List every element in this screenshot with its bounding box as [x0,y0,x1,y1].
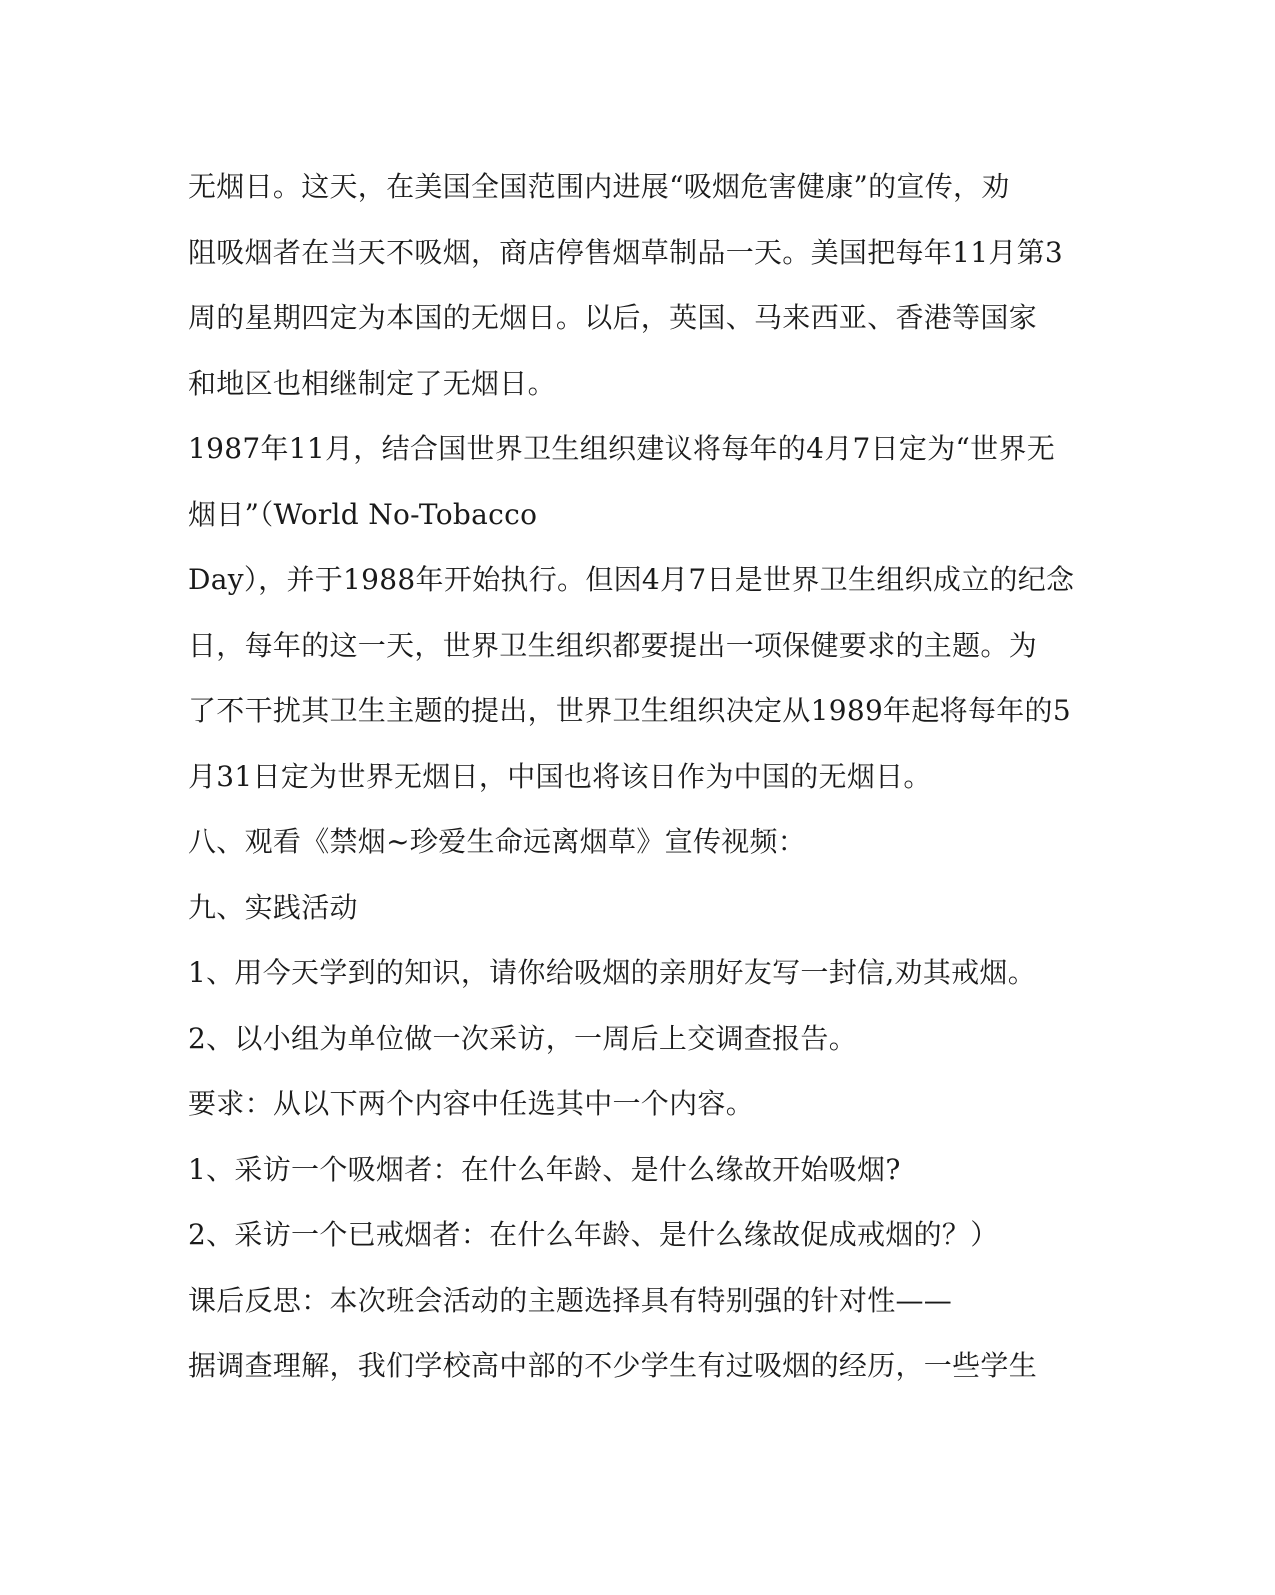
text-line: 要求：从以下两个内容中任选其中一个内容。 [188,1087,755,1120]
text-line: 课后反思：本次班会活动的主题选择具有特别强的针对性—— [188,1283,953,1317]
section-heading: 八、观看《禁烟~珍爱生命远离烟草》宣传视频： [188,825,807,858]
text-line: 了不干扰其卫生主题的提出，世界卫生组织决定从1989年起将每年的5 [188,694,1071,727]
text-line: 1987年11月，结合国世界卫生组织建议将每年的4月7日定为“世界无 [188,432,1056,465]
text-line: 月31日定为世界无烟日，中国也将该日作为中国的无烟日。 [188,759,932,793]
text-line: 和地区也相继制定了无烟日。 [188,366,556,400]
text-line: 据调查理解，我们学校高中部的不少学生有过吸烟的经历，一些学生 [188,1349,1038,1382]
text-line: 日，每年的这一天，世界卫生组织都要提出一项保健要求的主题。为 [188,628,1038,662]
document-body [188,161,1088,1406]
text-line: 烟日”（World No-Tobacco [188,497,538,531]
list-item: 1、用今天学到的知识，请你给吸烟的亲朋好友写一封信,劝其戒烟。 [188,956,1037,989]
text-line: Day），并于1988年开始执行。但因4月7日是世界卫生组织成立的纪念 [188,563,1075,596]
text-line: 阻吸烟者在当天不吸烟，商店停售烟草制品一天。美国把每年11月第3 [188,235,1064,269]
list-item: 2、采访一个已戒烟者：在什么年龄、是什么缘故促成戒烟的？） [188,1218,999,1251]
list-item: 1、采访一个吸烟者：在什么年龄、是什么缘故开始吸烟? [188,1152,901,1186]
text-line: 周的星期四定为本国的无烟日。以后，英国、马来西亚、香港等国家 [188,301,1038,334]
list-item: 2、以小组为单位做一次采访，一周后上交调查报告。 [188,1021,858,1055]
section-heading: 九、实践活动 [188,890,358,924]
text-line: 无烟日。这天，在美国全国范围内进展“吸烟危害健康”的宣传，劝 [188,170,1010,203]
